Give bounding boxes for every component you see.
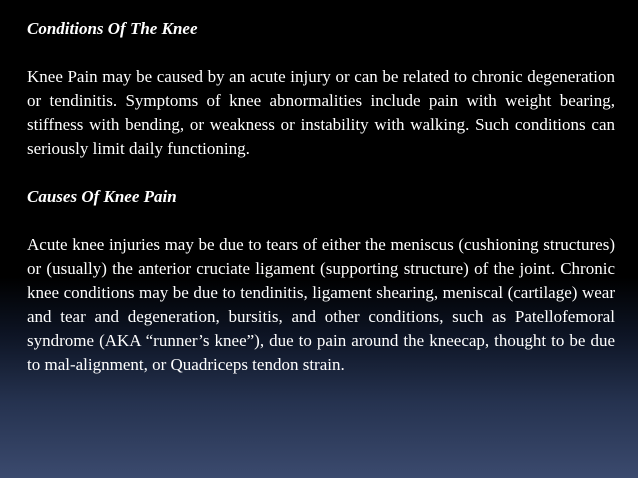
spacer — [27, 209, 615, 233]
section-heading-conditions: Conditions Of The Knee — [27, 19, 198, 38]
section-body-causes: Acute knee injuries may be due to tears of either the meniscus (cushioning structures) or (usually) the anterior cruciate ligament (supporting structure) of the joint. Chronic knee conditions may be due to tendinitis, ligament shearing, meniscal (cartilage) wear and tear and degeneration, bursitis, and other conditions, such as Patellofemoral syndrome (AKA “runner’s knee”), due to pain around the kneecap, thought to be due to mal-alignment, or Quadriceps tendon strain. — [27, 235, 615, 374]
slide-content — [27, 17, 615, 377]
spacer — [27, 161, 615, 185]
section-heading-causes: Causes Of Knee Pain — [27, 187, 177, 206]
spacer — [27, 41, 615, 65]
section-body-conditions: Knee Pain may be caused by an acute injury or can be related to chronic degeneration or tendinitis. Symptoms of knee abnormalities include pain with weight bearing, stiffness with bending, or weakness or instability with walking. Such conditions can seriously limit daily functioning. — [27, 67, 615, 158]
